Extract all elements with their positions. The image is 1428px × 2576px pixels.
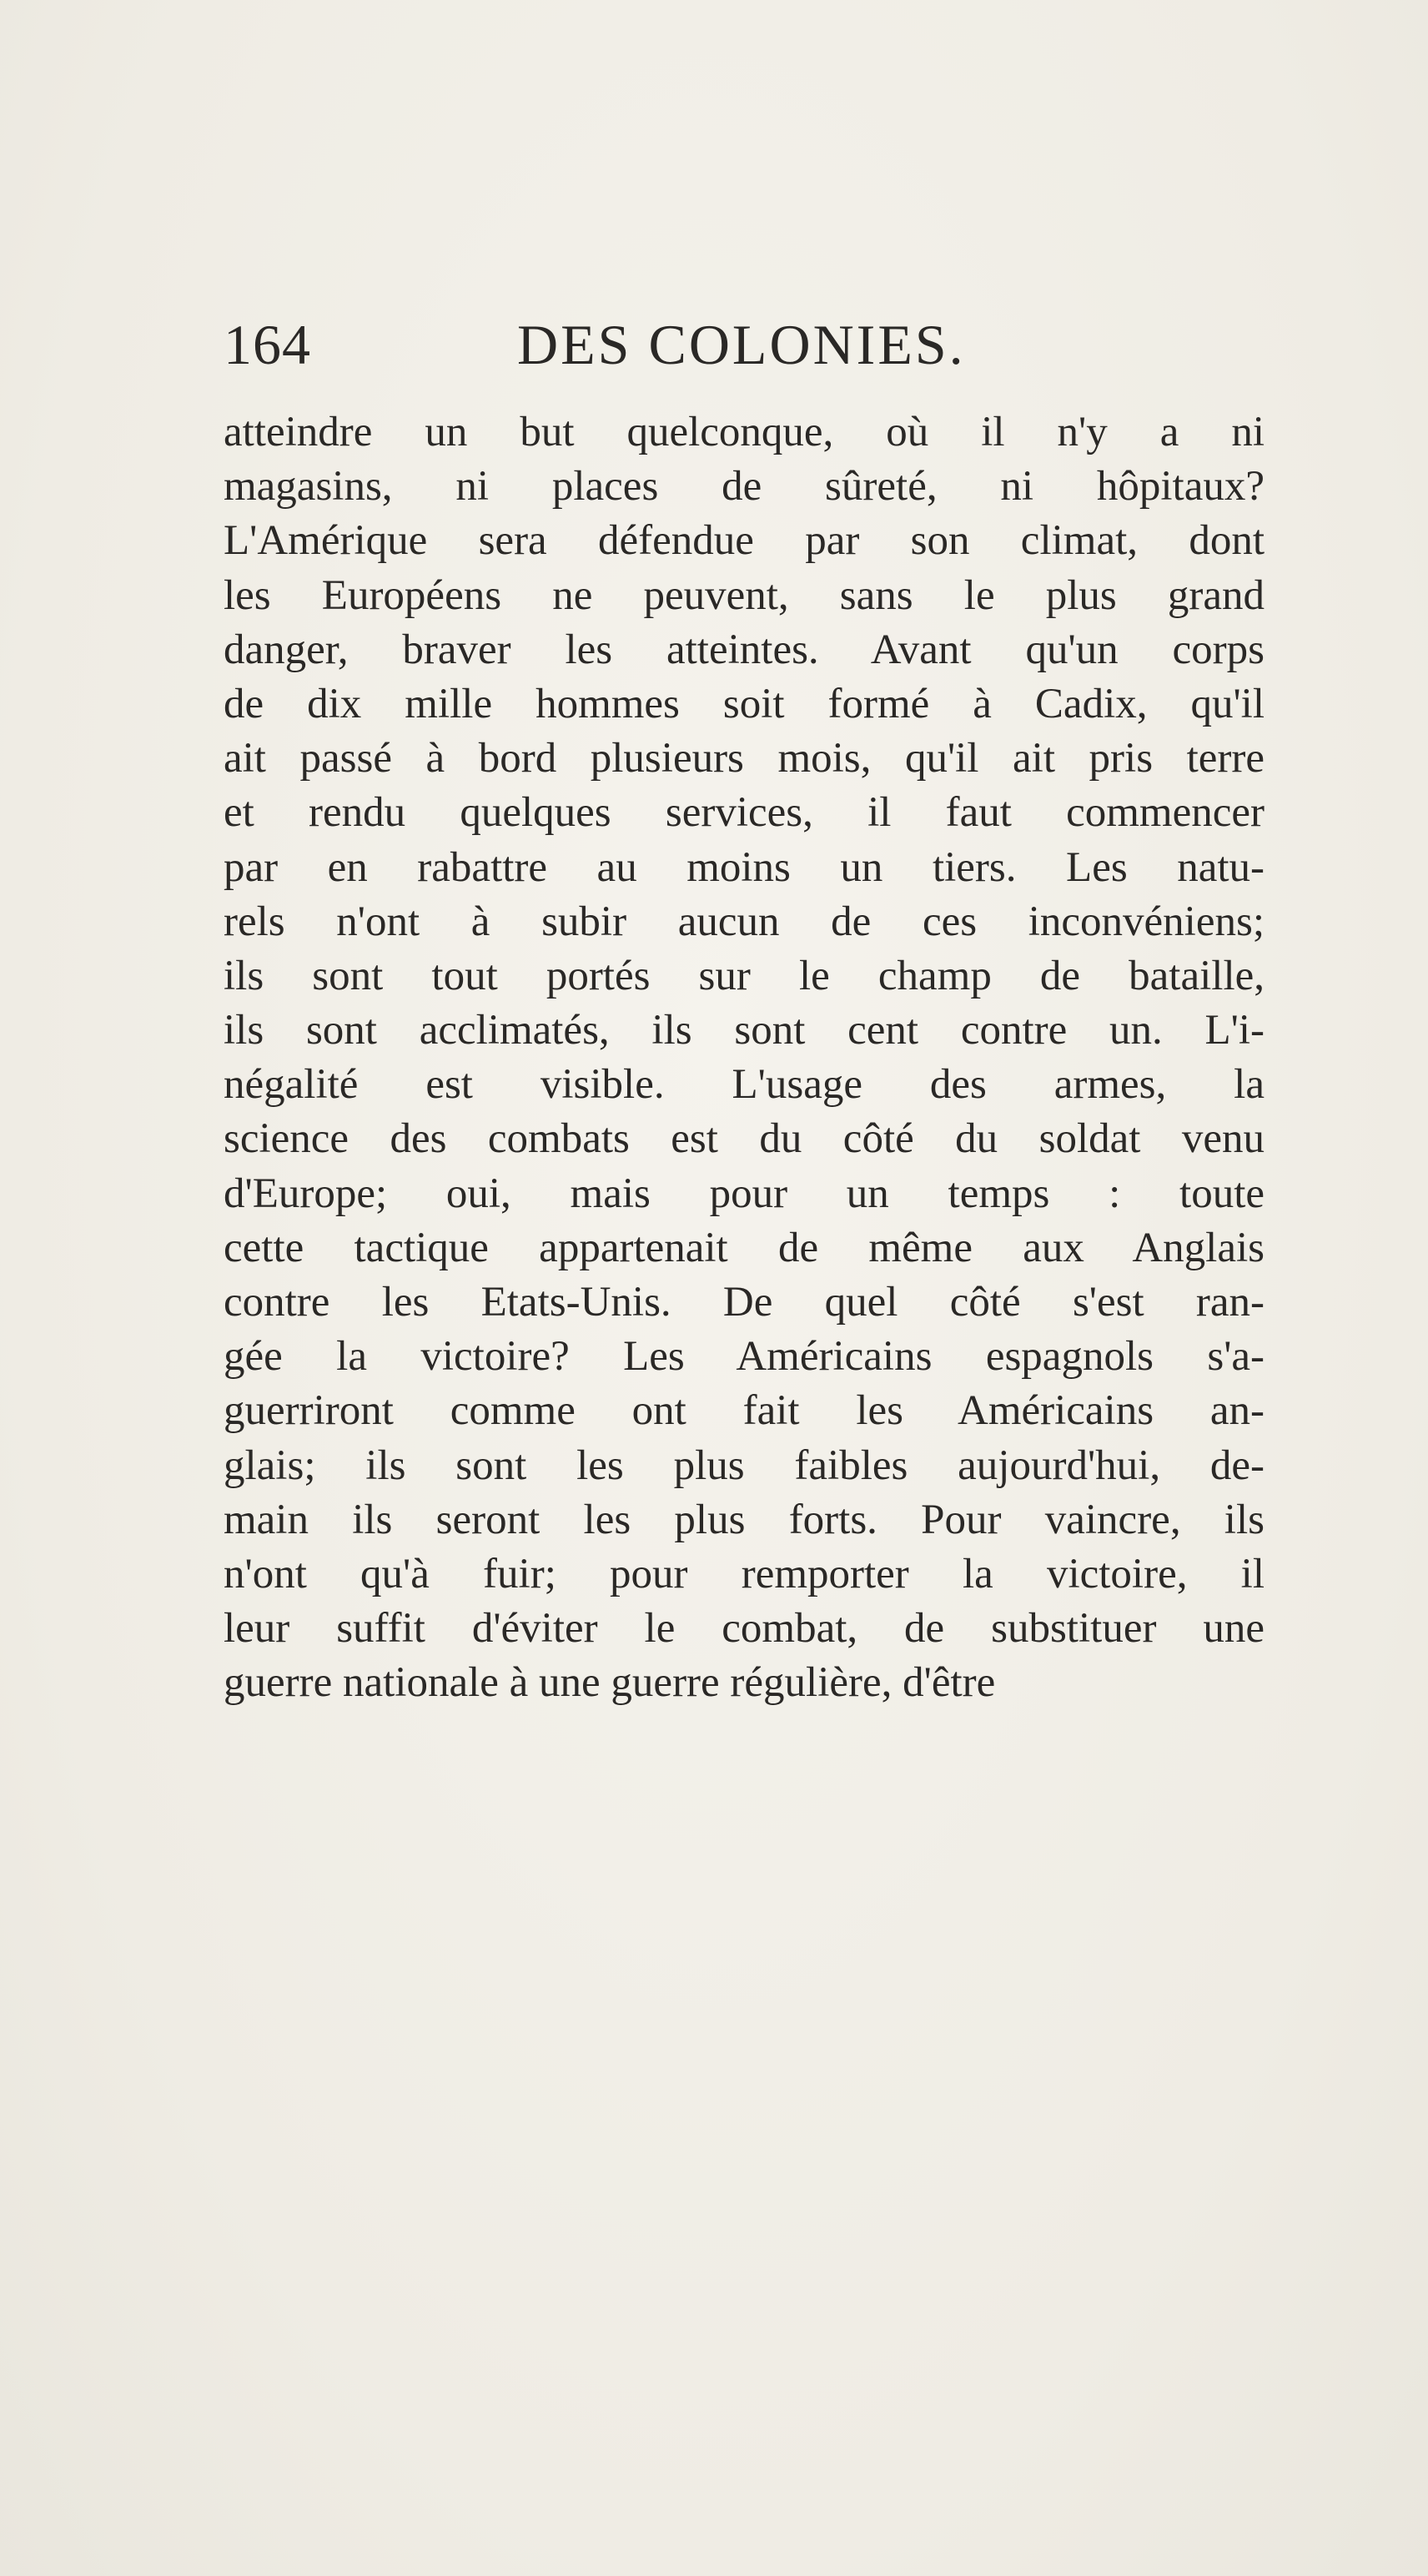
text-line: glais; ils sont les plus faibles aujourd'hui, de- <box>224 1441 1265 1489</box>
body-text <box>224 405 1265 1711</box>
text-line: leur suffit d'éviter le combat, de substituer une <box>224 1605 1265 1653</box>
text-line: contre les Etats-Unis. De quel côté s'est ran- <box>224 1279 1265 1326</box>
text-line: danger, braver les atteintes. Avant qu'un corps <box>224 626 1265 673</box>
text-line: magasins, ni places de sûreté, ni hôpitaux? <box>224 463 1265 511</box>
text-line: science des combats est du côté du soldat venu <box>224 1115 1265 1163</box>
text-line: atteindre un but quelconque, où il n'y a ni <box>224 409 1265 455</box>
text-line: L'Amérique sera défendue par son climat, dont <box>224 517 1265 565</box>
text-line: par en rabattre au moins un tiers. Les natu- <box>224 843 1265 891</box>
text-line: de dix mille hommes soit formé à Cadix, qu'il <box>224 680 1265 727</box>
text-line: ils sont tout portés sur le champ de bataille, <box>224 952 1265 999</box>
text-line: rels n'ont à subir aucun de ces inconvéniens; <box>224 898 1265 945</box>
text-line: n'ont qu'à fuir; pour remporter la victoire, il <box>224 1550 1265 1597</box>
text-line: cette tactique appartenait de même aux Anglais <box>224 1224 1265 1271</box>
text-line: guerriront comme ont fait les Américains an- <box>224 1387 1265 1435</box>
text-line: et rendu quelques services, il faut commencer <box>224 789 1265 837</box>
text-line: ait passé à bord plusieurs mois, qu'il ait pris terre <box>224 735 1265 782</box>
text-line: ils sont acclimatés, ils sont cent contre un. L'i- <box>224 1007 1265 1054</box>
text-line: d'Europe; oui, mais pour un temps : toute <box>224 1170 1265 1217</box>
text-line: gée la victoire? Les Américains espagnols s'a- <box>224 1333 1265 1381</box>
page-header <box>224 307 1024 382</box>
text-line: les Européens ne peuvent, sans le plus grand <box>224 571 1265 619</box>
page-number: 164 <box>224 313 311 376</box>
running-title: DES COLONIES. <box>517 313 966 376</box>
text-line: guerre nationale à une guerre régulière, d'être <box>224 1659 996 1707</box>
text-line: main ils seront les plus forts. Pour vaincre, ils <box>224 1496 1265 1543</box>
text-line: négalité est visible. L'usage des armes, la <box>224 1061 1265 1109</box>
